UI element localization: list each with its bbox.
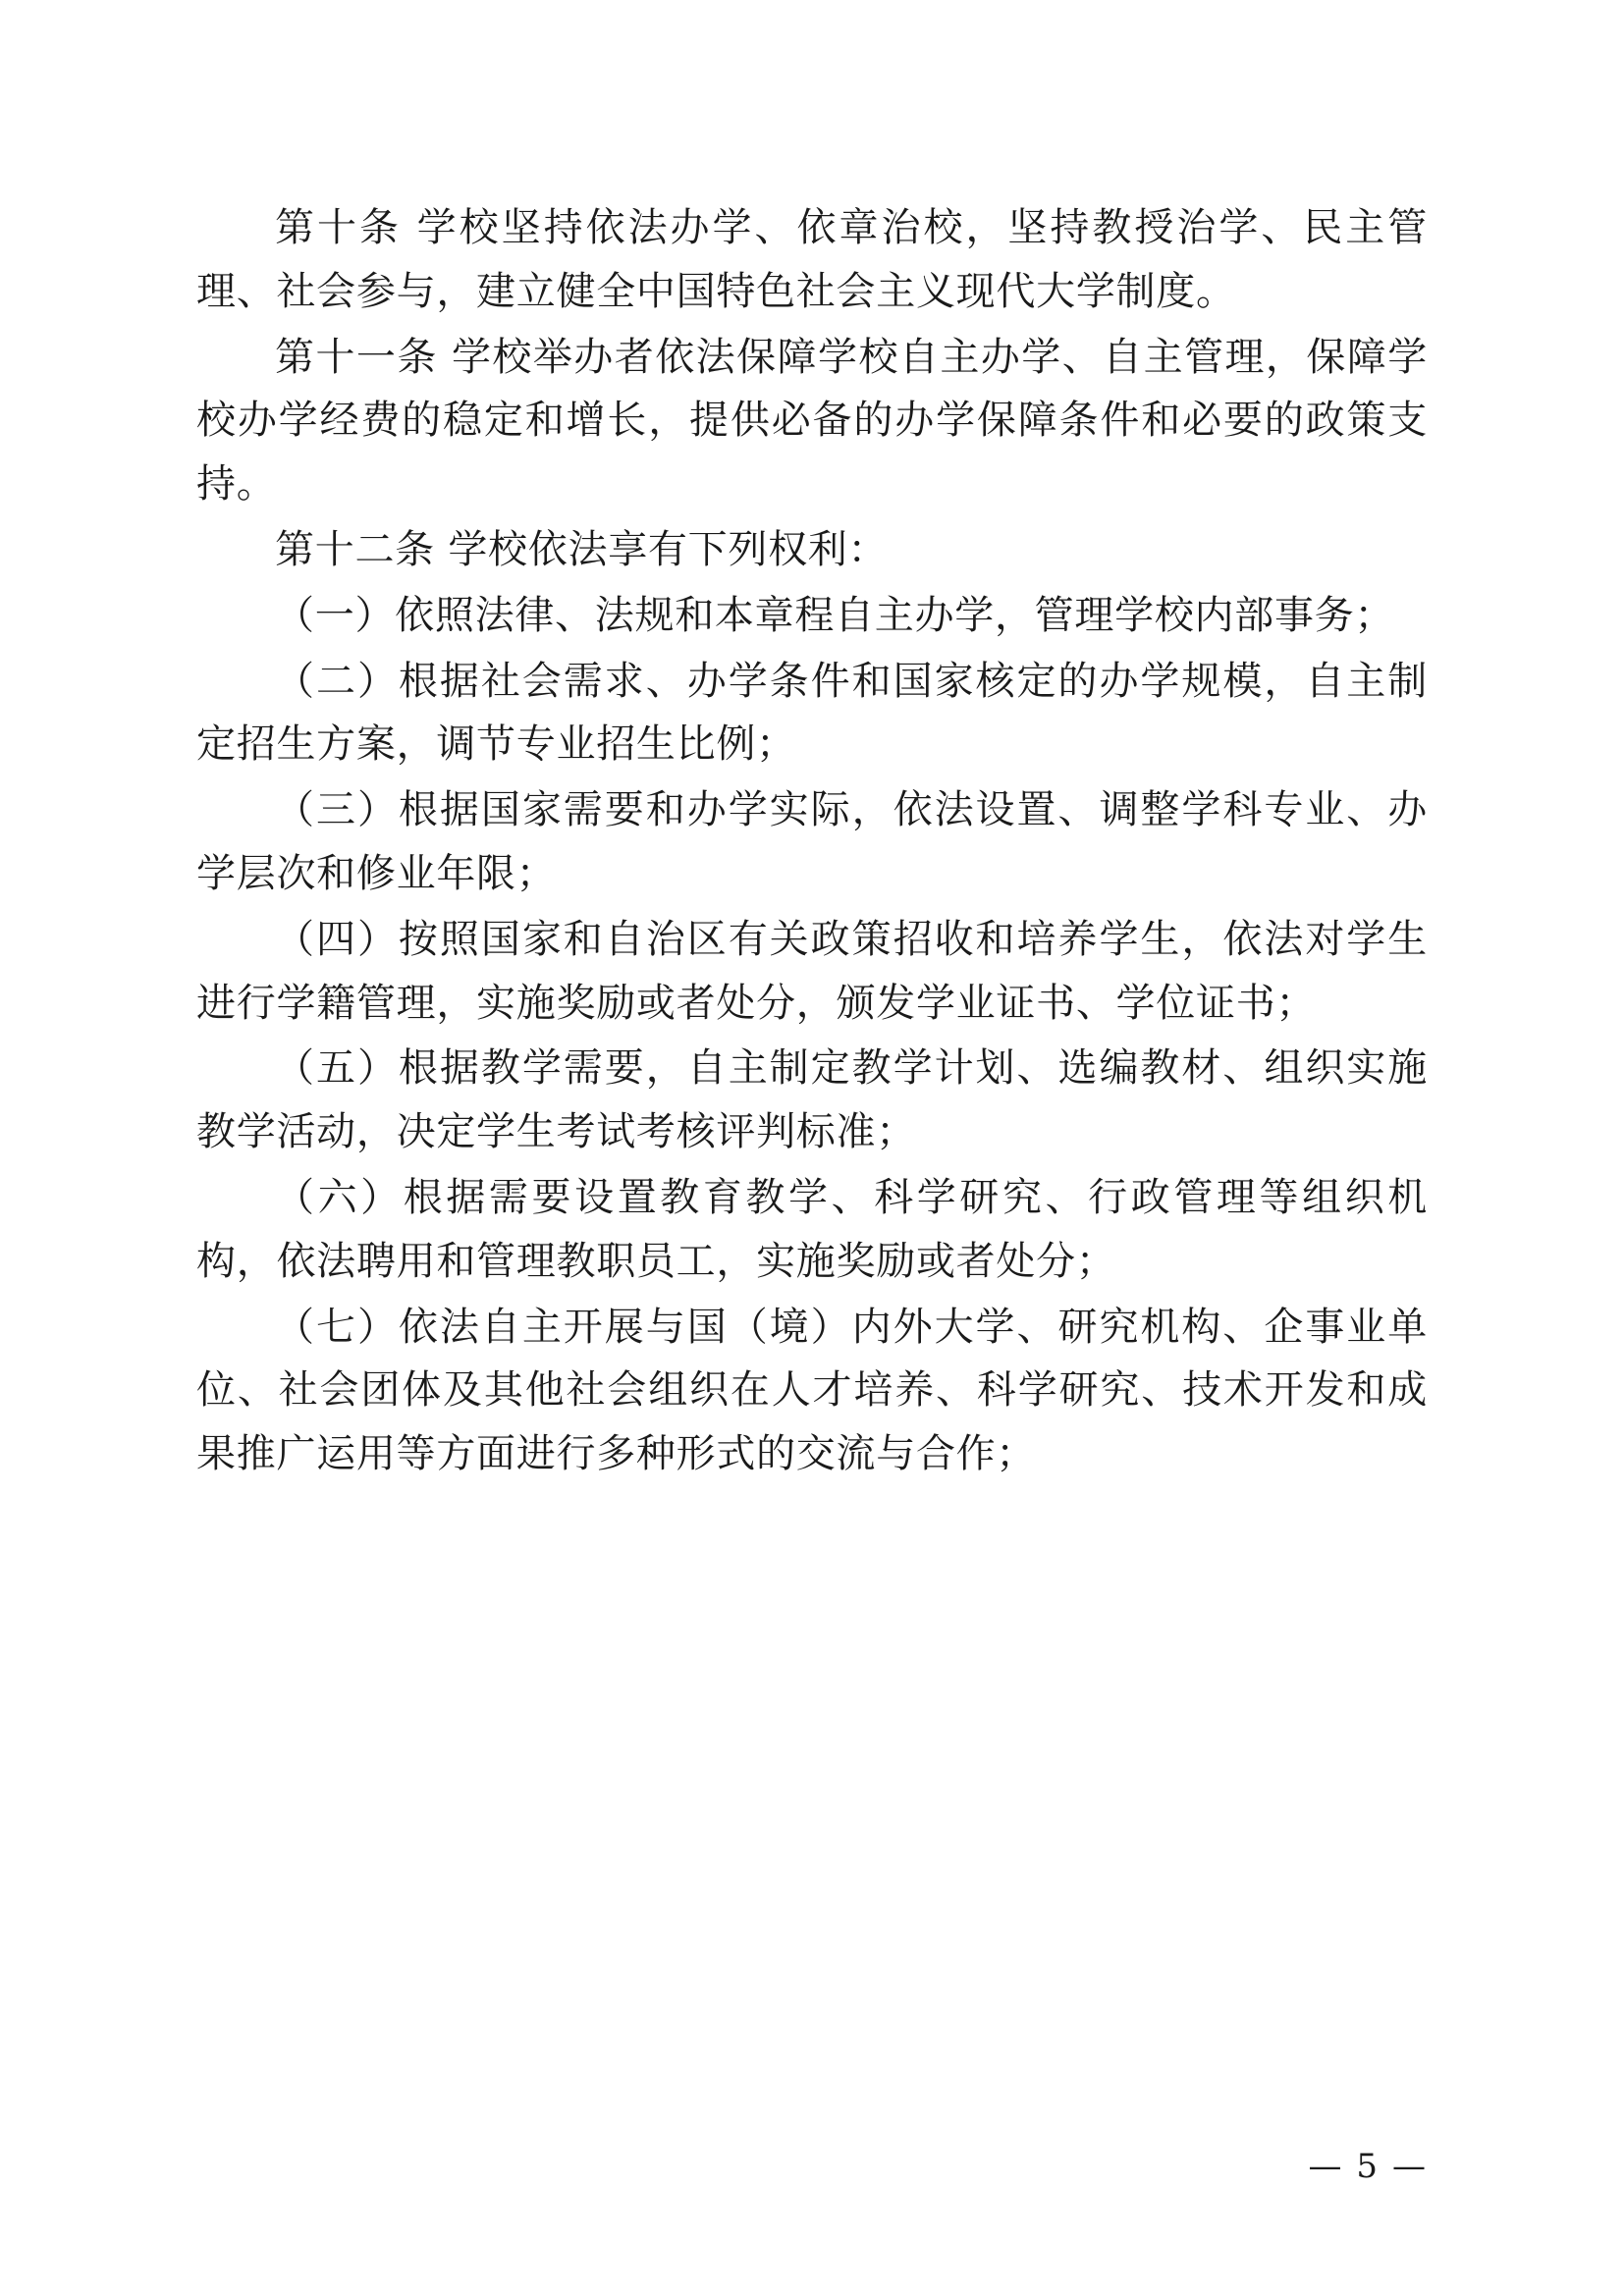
paragraph-item-3: （三）根据国家需要和办学实际，依法设置、调整学科专业、办学层次和修业年限；: [196, 787, 1428, 896]
page-number: — 5 —: [1308, 2147, 1428, 2186]
paragraph-item-4: （四）按照国家和自治区有关政策招收和培养学生，依法对学生进行学籍管理，实施奖励或者处分，颁发学业证书、学位证书；: [196, 916, 1428, 1026]
paragraph-article-12: 第十二条 学校依法享有下列权利：: [275, 526, 889, 572]
paragraph-article-10: 第十条 学校坚持依法办学、依章治校，坚持教授治学、民主管理、社会参与，建立健全中国特色社会主义现代大学制度。: [196, 205, 1428, 314]
paragraph-item-1: （一）依照法律、法规和本章程自主办学，管理学校内部事务；: [275, 592, 1395, 638]
paragraph-item-2: （二）根据社会需求、办学条件和国家核定的办学规模，自主制定招生方案，调节专业招生比例；: [196, 658, 1428, 768]
paragraph-item-5: （五）根据教学需要，自主制定教学计划、选编教材、组织实施教学活动，决定学生考试考核评判标准；: [196, 1045, 1428, 1155]
document-body: [196, 196, 1428, 1486]
paragraph-article-11: 第十一条 学校举办者依法保障学校自主办学、自主管理，保障学校办学经费的稳定和增长，提供必备的办学保障条件和必要的政策支持。: [196, 334, 1428, 507]
paragraph-item-7: （七）依法自主开展与国（境）内外大学、研究机构、企事业单位、社会团体及其他社会组织在人才培养、科学研究、技术开发和成果推广运用等方面进行多种形式的交流与合作；: [196, 1304, 1428, 1477]
paragraph-item-6: （六）根据需要设置教育教学、科学研究、行政管理等组织机构，依法聘用和管理教职员工，实施奖励或者处分；: [196, 1174, 1428, 1284]
